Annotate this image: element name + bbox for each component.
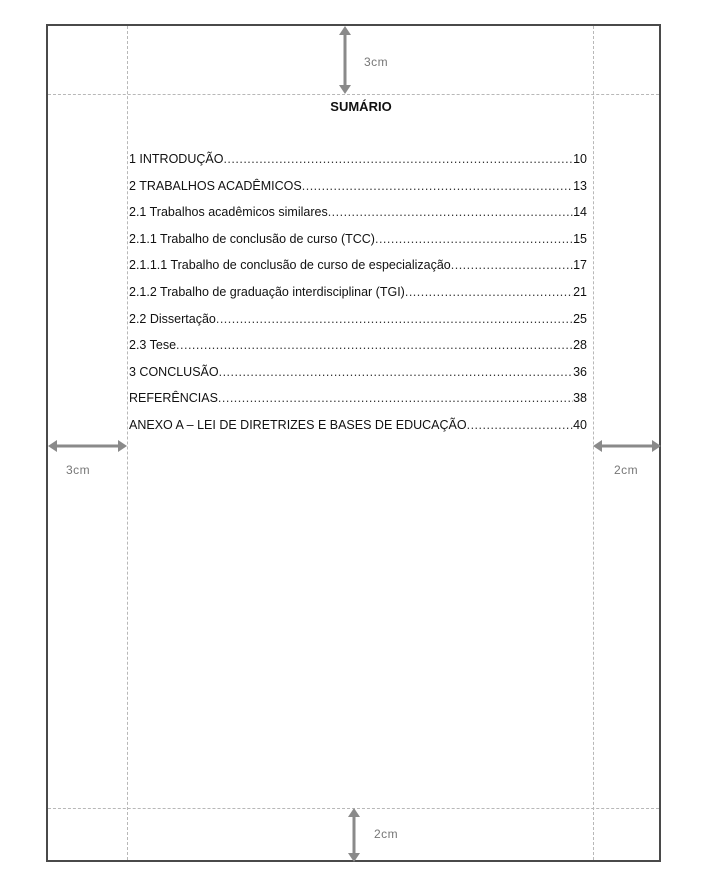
- toc-entry-label: 2 TRABALHOS ACADÊMICOS: [129, 178, 302, 193]
- left-margin-guide: [127, 26, 128, 860]
- toc-entry-label: 1 INTRODUÇÃO: [129, 152, 224, 166]
- table-of-contents: [129, 152, 587, 445]
- toc-entry-label: 3 CONCLUSÃO: [129, 364, 219, 379]
- toc-leader-dots: [218, 391, 573, 405]
- toc-entry: [129, 258, 587, 285]
- top-margin-guide: [48, 94, 659, 95]
- toc-entry-label: 2.1.1.1 Trabalho de conclusão de curso de especialização: [129, 258, 451, 273]
- toc-entry-page: 40: [573, 417, 587, 432]
- toc-entry-label: 2.1.2 Trabalho de graduação interdisciplinar (TGI): [129, 284, 405, 299]
- document-page: [46, 24, 661, 862]
- toc-leader-dots: [216, 312, 573, 326]
- toc-leader-dots: [328, 205, 573, 219]
- toc-leader-dots: [176, 338, 573, 352]
- left-margin-label: 3cm: [66, 463, 91, 477]
- left-margin-arrow-icon: [48, 439, 127, 453]
- toc-entry-page: 38: [573, 391, 587, 406]
- toc-entry-page: 21: [573, 284, 587, 299]
- toc-entry: [129, 418, 587, 445]
- toc-leader-dots: [375, 232, 573, 246]
- toc-entry: [129, 312, 587, 339]
- toc-entry-label: 2.1 Trabalhos acadêmicos similares: [129, 205, 328, 220]
- toc-entry: [129, 391, 587, 418]
- top-margin-label: 3cm: [364, 55, 389, 69]
- toc-entry-page: 15: [573, 231, 587, 246]
- toc-entry: [129, 365, 587, 392]
- toc-entry-label: 2.2 Dissertação: [129, 311, 216, 326]
- toc-entry-page: 28: [573, 338, 587, 353]
- toc-entry-page: 17: [573, 258, 587, 273]
- bottom-margin-label: 2cm: [374, 827, 399, 841]
- toc-entry: [129, 338, 587, 365]
- toc-entry: [129, 152, 587, 179]
- top-margin-arrow-icon: [338, 26, 352, 94]
- toc-leader-dots: [223, 152, 573, 166]
- toc-entry-page: 36: [573, 364, 587, 379]
- toc-leader-dots: [467, 418, 573, 432]
- toc-leader-dots: [451, 258, 573, 272]
- bottom-margin-arrow-icon: [347, 808, 361, 862]
- toc-entry-label: ANEXO A – LEI DE DIRETRIZES E BASES DE EDUCAÇÃO: [129, 417, 467, 432]
- right-margin-label: 2cm: [614, 463, 639, 477]
- page-title: SUMÁRIO: [330, 99, 392, 114]
- toc-entry: [129, 205, 587, 232]
- toc-leader-dots: [219, 365, 573, 379]
- toc-entry-page: 13: [573, 178, 587, 193]
- toc-entry-label: REFERÊNCIAS: [129, 391, 218, 406]
- toc-entry: [129, 179, 587, 206]
- toc-entry-page: 10: [573, 152, 587, 166]
- toc-leader-dots: [405, 285, 573, 299]
- toc-entry-page: 25: [573, 311, 587, 326]
- toc-entry: [129, 232, 587, 259]
- toc-entry: [129, 285, 587, 312]
- toc-leader-dots: [302, 179, 573, 193]
- right-margin-arrow-icon: [593, 439, 661, 453]
- toc-entry-label: 2.1.1 Trabalho de conclusão de curso (TCC): [129, 231, 375, 246]
- toc-entry-label: 2.3 Tese: [129, 338, 177, 353]
- toc-entry-page: 14: [573, 205, 587, 220]
